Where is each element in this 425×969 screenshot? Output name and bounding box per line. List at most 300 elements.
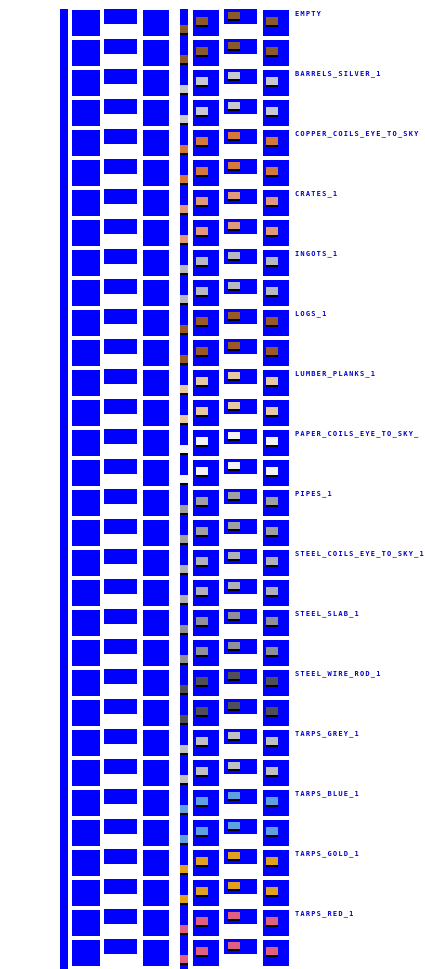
sprite-cell bbox=[180, 249, 188, 279]
cargo-sprite bbox=[180, 565, 188, 573]
cargo-sprite bbox=[196, 227, 208, 235]
cargo-sprite bbox=[196, 257, 208, 265]
sprite-cell bbox=[104, 9, 137, 24]
sprite-cell bbox=[72, 550, 100, 576]
sprite-cell bbox=[60, 429, 68, 459]
cargo-sprite bbox=[196, 557, 208, 565]
sprite-cell bbox=[104, 39, 137, 54]
cargo-sprite bbox=[196, 917, 208, 925]
cargo-label: COPPER_COILS_EYE_TO_SKY bbox=[295, 130, 420, 138]
sprite-cell bbox=[60, 279, 68, 309]
cargo-sprite bbox=[180, 295, 188, 303]
sprite-cell bbox=[72, 700, 100, 726]
sprite-cell bbox=[72, 910, 100, 936]
cargo-sprite bbox=[180, 265, 188, 273]
cargo-label: STEEL_COILS_EYE_TO_SKY_1 bbox=[295, 550, 425, 558]
cargo-sprite bbox=[196, 17, 208, 25]
sprite-cell bbox=[60, 819, 68, 849]
cargo-label: INGOTS_1 bbox=[295, 250, 339, 258]
sprite-cell bbox=[60, 879, 68, 909]
sprite-cell bbox=[72, 820, 100, 846]
sprite-cell bbox=[60, 489, 68, 519]
sprite-cell bbox=[72, 520, 100, 546]
cargo-sprite bbox=[228, 672, 240, 679]
cargo-row bbox=[0, 309, 425, 339]
cargo-sprite bbox=[266, 857, 278, 865]
sprite-cell bbox=[104, 699, 137, 714]
sprite-cell bbox=[72, 430, 100, 456]
sprite-cell bbox=[180, 369, 188, 399]
cargo-sprite bbox=[228, 612, 240, 619]
sprite-cell bbox=[143, 880, 169, 906]
cargo-sprite bbox=[196, 887, 208, 895]
cargo-sprite bbox=[196, 467, 208, 475]
cargo-label: TARPS_RED_1 bbox=[295, 910, 355, 918]
sprite-cell bbox=[60, 519, 68, 549]
cargo-sprite bbox=[228, 162, 240, 169]
sprite-cell bbox=[104, 399, 137, 414]
cargo-label: STEEL_SLAB_1 bbox=[295, 610, 360, 618]
cargo-row bbox=[0, 669, 425, 699]
cargo-sprite bbox=[180, 325, 188, 333]
sprite-cell bbox=[60, 339, 68, 369]
sprite-cell bbox=[104, 429, 137, 444]
cargo-row bbox=[0, 39, 425, 69]
cargo-label: PIPES_1 bbox=[295, 490, 333, 498]
cargo-sprite bbox=[228, 912, 240, 919]
cargo-sprite bbox=[196, 77, 208, 85]
sprite-cell bbox=[180, 639, 188, 669]
sprite-cell bbox=[143, 610, 169, 636]
sprite-cell bbox=[143, 460, 169, 486]
sprite-cell bbox=[143, 520, 169, 546]
cargo-sprite bbox=[196, 737, 208, 745]
sprite-cell bbox=[180, 219, 188, 249]
cargo-sprite bbox=[180, 955, 188, 963]
cargo-sprite bbox=[196, 137, 208, 145]
cargo-sprite bbox=[180, 595, 188, 603]
cargo-row bbox=[0, 129, 425, 159]
sprite-cell bbox=[143, 70, 169, 96]
sprite-cell bbox=[104, 249, 137, 264]
sprite-cell bbox=[60, 369, 68, 399]
cargo-sprite bbox=[180, 715, 188, 723]
sprite-cell bbox=[60, 249, 68, 279]
sprite-cell bbox=[60, 39, 68, 69]
sprite-cell bbox=[180, 879, 188, 909]
cargo-sprite bbox=[228, 312, 240, 319]
cargo-sprite bbox=[228, 132, 240, 139]
sprite-cell bbox=[143, 670, 169, 696]
cargo-row bbox=[0, 789, 425, 819]
cargo-sprite bbox=[180, 775, 188, 783]
cargo-sprite bbox=[228, 462, 240, 469]
cargo-row bbox=[0, 369, 425, 399]
sprite-cell bbox=[143, 580, 169, 606]
sprite-cell bbox=[104, 129, 137, 144]
cargo-sprite bbox=[180, 385, 188, 393]
cargo-sprite bbox=[180, 355, 188, 363]
cargo-sprite bbox=[180, 865, 188, 873]
cargo-sprite bbox=[228, 372, 240, 379]
sprite-cell bbox=[60, 129, 68, 159]
sprite-cell bbox=[72, 640, 100, 666]
cargo-sprite bbox=[196, 497, 208, 505]
sprite-cell bbox=[104, 849, 137, 864]
cargo-sprite bbox=[196, 167, 208, 175]
cargo-sprite bbox=[196, 527, 208, 535]
sprite-cell bbox=[180, 69, 188, 99]
sprite-cell bbox=[143, 940, 169, 966]
sprite-cell bbox=[72, 580, 100, 606]
sprite-cell bbox=[104, 639, 137, 654]
sprite-cell bbox=[104, 909, 137, 924]
cargo-sprite bbox=[266, 407, 278, 415]
cargo-sprite bbox=[196, 677, 208, 685]
cargo-label: CRATES_1 bbox=[295, 190, 339, 198]
cargo-sprite bbox=[180, 205, 188, 213]
cargo-sprite bbox=[180, 535, 188, 543]
sprite-cell bbox=[104, 99, 137, 114]
sprite-cell bbox=[72, 160, 100, 186]
cargo-sprite bbox=[180, 445, 188, 453]
sprite-cell bbox=[60, 669, 68, 699]
cargo-sprite bbox=[196, 767, 208, 775]
sprite-cell bbox=[180, 669, 188, 699]
cargo-sprite bbox=[228, 702, 240, 709]
cargo-sprite bbox=[266, 917, 278, 925]
cargo-sprite bbox=[266, 677, 278, 685]
cargo-sprite bbox=[180, 115, 188, 123]
sprite-cell bbox=[60, 849, 68, 879]
cargo-row bbox=[0, 459, 425, 489]
cargo-sprite bbox=[266, 467, 278, 475]
sprite-cell bbox=[72, 10, 100, 36]
sprite-cell bbox=[143, 490, 169, 516]
cargo-sprite bbox=[228, 12, 240, 19]
cargo-sprite bbox=[180, 745, 188, 753]
cargo-sprite bbox=[266, 737, 278, 745]
cargo-sprite bbox=[266, 587, 278, 595]
cargo-row bbox=[0, 939, 425, 969]
cargo-sprite bbox=[228, 882, 240, 889]
cargo-sprite bbox=[266, 47, 278, 55]
cargo-sprite bbox=[228, 732, 240, 739]
sprite-cell bbox=[72, 670, 100, 696]
cargo-sprite bbox=[228, 492, 240, 499]
sprite-cell bbox=[104, 189, 137, 204]
cargo-row bbox=[0, 69, 425, 99]
sprite-cell bbox=[72, 880, 100, 906]
cargo-sprite bbox=[266, 227, 278, 235]
sprite-cell bbox=[60, 699, 68, 729]
cargo-sprite bbox=[266, 437, 278, 445]
sprite-cell bbox=[180, 279, 188, 309]
sprite-cell bbox=[104, 819, 137, 834]
sprite-cell bbox=[104, 609, 137, 624]
cargo-sprite bbox=[228, 642, 240, 649]
cargo-row bbox=[0, 909, 425, 939]
sprite-cell bbox=[180, 789, 188, 819]
sprite-cell bbox=[180, 549, 188, 579]
sprite-cell bbox=[104, 759, 137, 774]
cargo-sprite bbox=[228, 222, 240, 229]
cargo-sprite bbox=[228, 342, 240, 349]
cargo-sprite bbox=[180, 505, 188, 513]
sprite-cell bbox=[60, 69, 68, 99]
cargo-sprite bbox=[266, 287, 278, 295]
cargo-sprite bbox=[228, 852, 240, 859]
sprite-cell bbox=[143, 280, 169, 306]
sprite-cell bbox=[104, 339, 137, 354]
cargo-row bbox=[0, 9, 425, 39]
cargo-label: TARPS_GOLD_1 bbox=[295, 850, 360, 858]
cargo-sprite bbox=[180, 145, 188, 153]
cargo-sprite bbox=[180, 175, 188, 183]
cargo-label: STEEL_WIRE_ROD_1 bbox=[295, 670, 382, 678]
sprite-cell bbox=[180, 909, 188, 939]
sprite-cell bbox=[60, 219, 68, 249]
sprite-cell bbox=[143, 400, 169, 426]
cargo-sprite bbox=[266, 377, 278, 385]
sprite-cell bbox=[104, 519, 137, 534]
sprite-cell bbox=[60, 189, 68, 219]
sprite-cell bbox=[180, 489, 188, 519]
sprite-cell bbox=[180, 129, 188, 159]
cargo-row bbox=[0, 249, 425, 279]
cargo-row bbox=[0, 609, 425, 639]
cargo-sprite bbox=[196, 827, 208, 835]
cargo-sprite bbox=[196, 287, 208, 295]
sprite-cell bbox=[72, 310, 100, 336]
sprite-cell bbox=[143, 760, 169, 786]
cargo-sprite bbox=[228, 252, 240, 259]
cargo-sprite bbox=[228, 282, 240, 289]
sprite-cell bbox=[72, 70, 100, 96]
sprite-cell bbox=[60, 399, 68, 429]
cargo-sprite bbox=[266, 317, 278, 325]
cargo-label: LOGS_1 bbox=[295, 310, 328, 318]
sprite-cell bbox=[143, 220, 169, 246]
cargo-row bbox=[0, 99, 425, 129]
cargo-sprite bbox=[196, 617, 208, 625]
sprite-cell bbox=[104, 549, 137, 564]
cargo-sprite bbox=[228, 522, 240, 529]
sprite-cell bbox=[104, 489, 137, 504]
sprite-cell bbox=[143, 130, 169, 156]
cargo-row bbox=[0, 219, 425, 249]
cargo-label: BARRELS_SILVER_1 bbox=[295, 70, 382, 78]
sprite-cell bbox=[72, 220, 100, 246]
sprite-cell bbox=[180, 399, 188, 429]
sprite-cell bbox=[143, 910, 169, 936]
sprite-cell bbox=[60, 549, 68, 579]
sprite-cell bbox=[72, 190, 100, 216]
cargo-label: PAPER_COILS_EYE_TO_SKY_ bbox=[295, 430, 420, 438]
sprite-cell bbox=[180, 609, 188, 639]
sprite-cell bbox=[60, 909, 68, 939]
sprite-cell bbox=[72, 370, 100, 396]
cargo-row bbox=[0, 759, 425, 789]
sprite-cell bbox=[180, 309, 188, 339]
cargo-sprite bbox=[196, 377, 208, 385]
cargo-row bbox=[0, 189, 425, 219]
sprite-cell bbox=[143, 790, 169, 816]
cargo-sprite bbox=[266, 797, 278, 805]
cargo-row bbox=[0, 879, 425, 909]
cargo-sprite bbox=[196, 437, 208, 445]
sprite-cell bbox=[104, 69, 137, 84]
sprite-cell bbox=[143, 160, 169, 186]
sprite-cell bbox=[180, 189, 188, 219]
sprite-cell bbox=[104, 279, 137, 294]
cargo-label: LUMBER_PLANKS_1 bbox=[295, 370, 377, 378]
cargo-sprite bbox=[266, 137, 278, 145]
cargo-sprite bbox=[196, 407, 208, 415]
cargo-sprite bbox=[228, 42, 240, 49]
sprite-cell bbox=[143, 100, 169, 126]
sprite-cell bbox=[180, 339, 188, 369]
cargo-sprite bbox=[180, 25, 188, 33]
sprite-cell bbox=[72, 760, 100, 786]
sprite-cell bbox=[104, 309, 137, 324]
sprite-cell bbox=[60, 609, 68, 639]
sprite-cell bbox=[72, 340, 100, 366]
sprite-cell bbox=[104, 219, 137, 234]
sprite-cell bbox=[180, 729, 188, 759]
cargo-row bbox=[0, 399, 425, 429]
sprite-cell bbox=[60, 159, 68, 189]
sprite-cell bbox=[143, 820, 169, 846]
sprite-cell bbox=[143, 850, 169, 876]
cargo-sprite bbox=[180, 835, 188, 843]
cargo-sprite bbox=[196, 197, 208, 205]
cargo-row bbox=[0, 699, 425, 729]
cargo-sprite bbox=[180, 805, 188, 813]
sprite-cell bbox=[72, 850, 100, 876]
cargo-sprite bbox=[266, 617, 278, 625]
sprite-cell bbox=[104, 939, 137, 954]
sprite-cell bbox=[180, 519, 188, 549]
sprite-cell bbox=[104, 459, 137, 474]
cargo-sprite bbox=[180, 55, 188, 63]
sprite-cell bbox=[104, 159, 137, 174]
cargo-sprite bbox=[266, 197, 278, 205]
cargo-sprite bbox=[196, 857, 208, 865]
sprite-cell bbox=[180, 99, 188, 129]
sprite-cell bbox=[60, 99, 68, 129]
sprite-cell bbox=[143, 40, 169, 66]
sprite-cell bbox=[72, 790, 100, 816]
sprite-cell bbox=[60, 579, 68, 609]
cargo-sprite bbox=[196, 647, 208, 655]
sprite-cell bbox=[104, 369, 137, 384]
sprite-cell bbox=[72, 490, 100, 516]
cargo-sprite bbox=[228, 192, 240, 199]
sprite-cell bbox=[180, 39, 188, 69]
sprite-cell bbox=[143, 730, 169, 756]
cargo-sprite bbox=[180, 685, 188, 693]
cargo-sprite bbox=[266, 647, 278, 655]
cargo-sprite bbox=[196, 107, 208, 115]
sprite-cell bbox=[60, 789, 68, 819]
cargo-row bbox=[0, 729, 425, 759]
cargo-sprite bbox=[180, 415, 188, 423]
cargo-sprite bbox=[228, 792, 240, 799]
cargo-sprite bbox=[228, 552, 240, 559]
cargo-sprite bbox=[180, 475, 188, 483]
sprite-cell bbox=[180, 849, 188, 879]
cargo-sprite bbox=[266, 347, 278, 355]
sprite-cell bbox=[180, 9, 188, 39]
cargo-label: TARPS_GREY_1 bbox=[295, 730, 360, 738]
sprite-cell bbox=[143, 370, 169, 396]
cargo-sprite bbox=[196, 587, 208, 595]
cargo-sprite bbox=[228, 402, 240, 409]
cargo-sprite bbox=[228, 582, 240, 589]
cargo-row bbox=[0, 819, 425, 849]
sprite-cell bbox=[143, 10, 169, 36]
cargo-sprite bbox=[266, 167, 278, 175]
sprite-cell bbox=[72, 280, 100, 306]
cargo-label: EMPTY bbox=[295, 10, 323, 18]
sprite-cell bbox=[60, 729, 68, 759]
sprite-cell bbox=[143, 310, 169, 336]
cargo-row bbox=[0, 159, 425, 189]
sprite-cell bbox=[72, 460, 100, 486]
cargo-sprite bbox=[180, 655, 188, 663]
sprite-cell bbox=[180, 459, 188, 489]
sprite-cell bbox=[72, 40, 100, 66]
sprite-cell bbox=[72, 130, 100, 156]
cargo-row bbox=[0, 549, 425, 579]
cargo-sprite bbox=[266, 527, 278, 535]
cargo-sprite bbox=[228, 102, 240, 109]
sprite-cell bbox=[180, 429, 188, 459]
sprite-cell bbox=[60, 639, 68, 669]
cargo-sprite bbox=[228, 942, 240, 949]
sprite-cell bbox=[143, 550, 169, 576]
cargo-sprite bbox=[180, 895, 188, 903]
sprite-cell bbox=[180, 159, 188, 189]
sprite-cell bbox=[104, 579, 137, 594]
sprite-cell bbox=[104, 669, 137, 684]
sprite-cell bbox=[60, 9, 68, 39]
cargo-sprite bbox=[180, 625, 188, 633]
cargo-row bbox=[0, 639, 425, 669]
cargo-sprite bbox=[266, 557, 278, 565]
cargo-sprite bbox=[196, 347, 208, 355]
sprite-cell bbox=[72, 250, 100, 276]
cargo-row bbox=[0, 579, 425, 609]
cargo-row bbox=[0, 279, 425, 309]
sprite-cell bbox=[143, 250, 169, 276]
sprite-cell bbox=[104, 729, 137, 744]
cargo-sprite bbox=[196, 947, 208, 955]
cargo-sprite bbox=[180, 85, 188, 93]
cargo-sprite bbox=[196, 317, 208, 325]
cargo-sprite bbox=[266, 17, 278, 25]
cargo-sprite bbox=[228, 762, 240, 769]
cargo-row bbox=[0, 339, 425, 369]
sprite-cell bbox=[180, 759, 188, 789]
cargo-row bbox=[0, 849, 425, 879]
sprite-cell bbox=[180, 939, 188, 969]
sprite-cell bbox=[72, 610, 100, 636]
sprite-cell bbox=[60, 939, 68, 969]
sprite-cell bbox=[143, 640, 169, 666]
sprite-cell bbox=[180, 819, 188, 849]
